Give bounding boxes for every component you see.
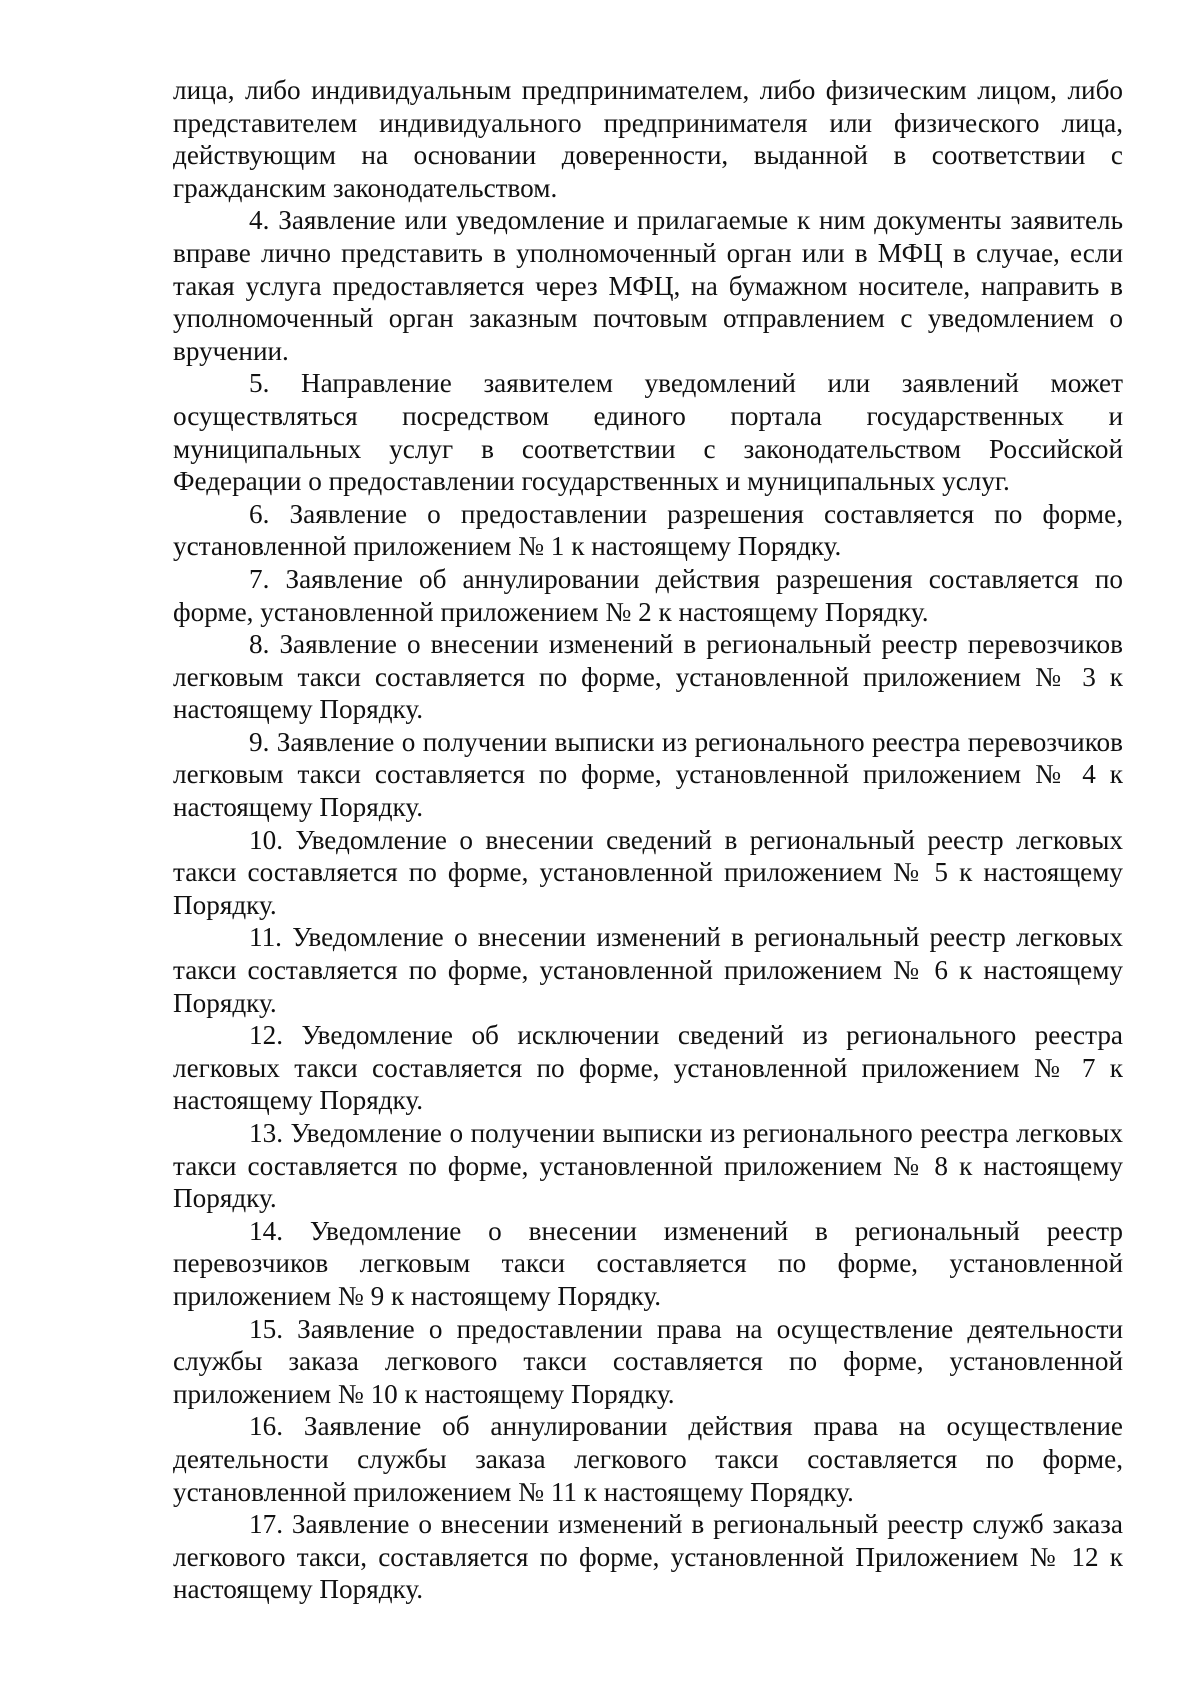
paragraph-17: 17. Заявление о внесении изменений в региональный реестр служб заказа легкового такси, составляется по форме, установленной Приложением № 12 к настоящему Порядку. (173, 1509, 1123, 1605)
paragraph-5: 5. Направление заявителем уведомлений или заявлений может осуществляться посредством единого портала государственных и муниципальных услуг в соответствии с законодательством Российской Федерации о предоставлении государственных и муниципальных услуг. (173, 368, 1123, 497)
document-page (173, 74, 1123, 1606)
paragraph-15: 15. Заявление о предоставлении права на осуществление деятельности службы заказа легкового такси составляется по форме, установленной приложением № 10 к настоящему Порядку. (173, 1313, 1123, 1409)
paragraph-11: 11. Уведомление о внесении изменений в региональный реестр легковых такси составляется по форме, установленной приложением № 6 к настоящему Порядку. (173, 922, 1123, 1018)
paragraph-7: 7. Заявление об аннулировании действия разрешения составляется по форме, установленной приложением № 2 к настоящему Порядку. (173, 563, 1123, 627)
paragraph-10: 10. Уведомление о внесении сведений в региональный реестр легковых такси составляется по форме, установленной приложением № 5 к настоящему Порядку. (173, 824, 1123, 920)
paragraph-9: 9. Заявление о получении выписки из регионального реестра перевозчиков легковым такси составляется по форме, установленной приложением № 4 к настоящему Порядку. (173, 726, 1123, 823)
paragraph-14: 14. Уведомление о внесении изменений в региональный реестр перевозчиков легковым такси составляется по форме, установленной приложением № 9 к настоящему Порядку. (173, 1215, 1123, 1311)
paragraph-8: 8. Заявление о внесении изменений в региональный реестр перевозчиков легковым такси составляется по форме, установленной приложением № 3 к настоящему Порядку. (173, 629, 1123, 725)
paragraph-13: 13. Уведомление о получении выписки из регионального реестра легковых такси составляется по форме, установленной приложением № 8 к настоящему Порядку. (173, 1118, 1123, 1214)
paragraph-16: 16. Заявление об аннулировании действия права на осуществление деятельности службы заказа легкового такси составляется по форме, установленной приложением № 11 к настоящему Порядку. (173, 1411, 1123, 1507)
paragraph-6: 6. Заявление о предоставлении разрешения составляется по форме, установленной приложением № 1 к настоящему Порядку. (173, 498, 1123, 562)
paragraph-continuation: лица, либо индивидуальным предпринимателем, либо физическим лицом, либо представителем индивидуального предпринимателя или физического лица, действующим на основании доверенности, выданной в соответствии с гражданским законодательством. (173, 75, 1123, 203)
paragraph-4: 4. Заявление или уведомление и прилагаемые к ним документы заявитель вправе лично представить в уполномоченный орган или в МФЦ в случае, если такая услуга предоставляется через МФЦ, на бумажном носителе, направить в уполномоченный орган заказным почтовым отправлением с уведомлением о вручении. (173, 205, 1123, 366)
paragraph-12: 12. Уведомление об исключении сведений из регионального реестра легковых такси составляется по форме, установленной приложением № 7 к настоящему Порядку. (173, 1020, 1123, 1116)
